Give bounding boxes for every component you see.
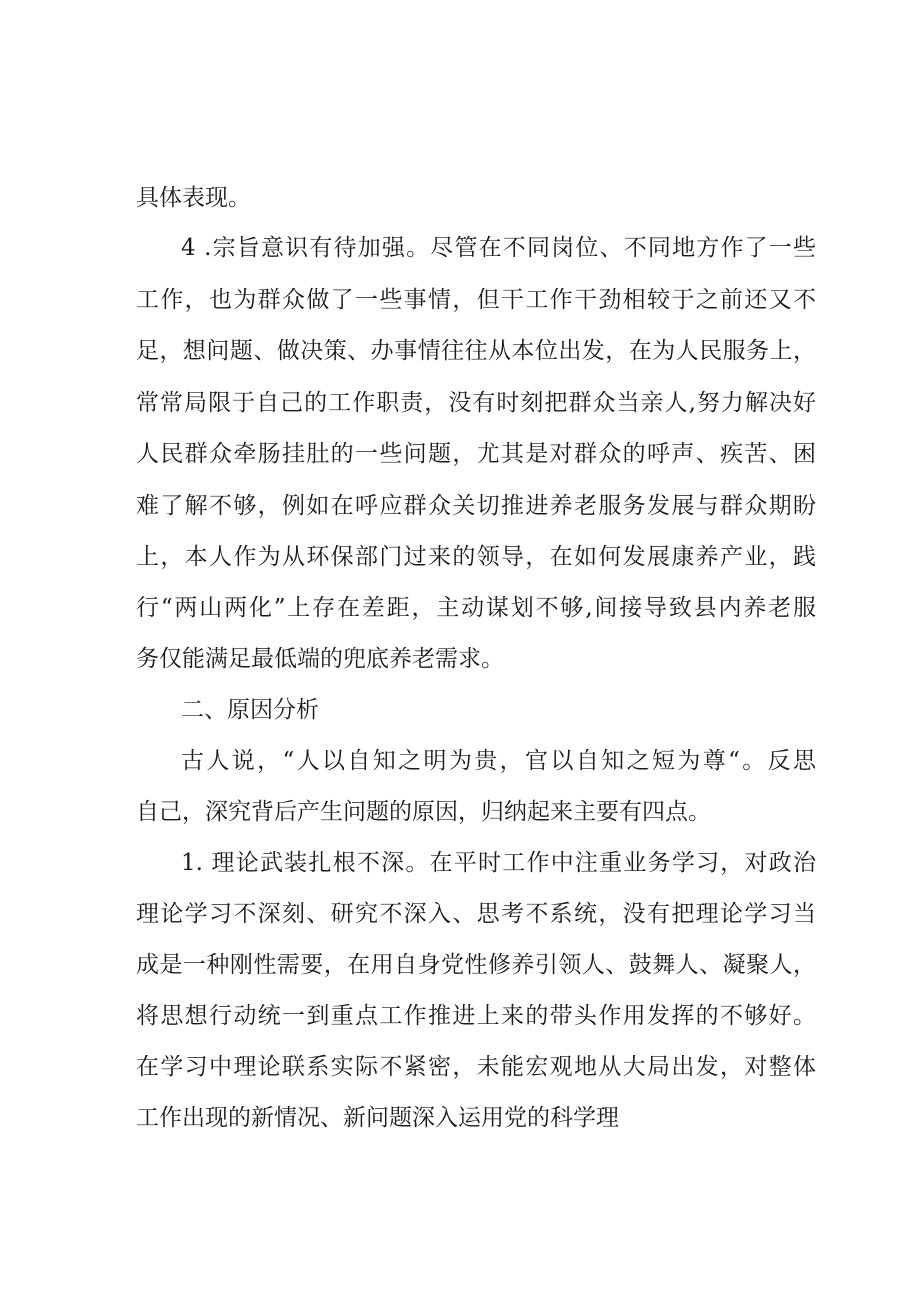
paragraph-line: 工作出现的新情况、新问题深入运用党的科学理 bbox=[136, 1105, 619, 1131]
paragraph-line: 务仅能满足最低端的兜底养老需求。 bbox=[136, 646, 504, 672]
paragraph-line: 成是一种刚性需要，在用自身党性修养引领人、鼓舞人、凝聚人， bbox=[136, 952, 816, 978]
paragraph-line: 在学习中理论联系实际不紧密，未能宏观地从大局出发，对整体 bbox=[136, 1054, 816, 1080]
paragraph-line: 理论学习不深刻、研究不深入、思考不系统，没有把理论学习当 bbox=[136, 901, 816, 927]
paragraph-line: 难了解不够，例如在呼应群众关切推进养老服务发展与群众期盼 bbox=[136, 493, 816, 519]
paragraph-line: 自己，深究背后产生问题的原因，归纳起来主要有四点。 bbox=[136, 799, 711, 825]
paragraph-line: 足，想问题、做决策、办事情往往从本位出发，在为人民服务上， bbox=[136, 338, 816, 364]
paragraph-line: 行“两山两化”上存在差距，主动谋划不够,间接导致县内养老服 bbox=[136, 595, 816, 621]
paragraph-line: 上，本人作为从环保部门过来的领导，在如何发展康养产业，践 bbox=[136, 544, 816, 570]
paragraph-line: 常常局限于自己的工作职责，没有时刻把群众当亲人,努力解决好 bbox=[136, 390, 816, 416]
paragraph-line: 4 .宗旨意识有待加强。尽管在不同岗位、不同地方作了一些 bbox=[181, 235, 816, 261]
section-heading: 二、原因分析 bbox=[181, 697, 319, 723]
text-line: 具体表现。 bbox=[136, 185, 251, 211]
paragraph-line: 人民群众牵肠挂肚的一些问题，尤其是对群众的呼声、疾苦、困 bbox=[136, 441, 816, 467]
paragraph-line: 古人说，“人以自知之明为贵，官以自知之短为尊“。反思 bbox=[181, 748, 816, 774]
paragraph-line: 工作，也为群众做了一些事情，但干工作干劲相较于之前还又不 bbox=[136, 287, 816, 313]
paragraph-line: 1. 理论武装扎根不深。在平时工作中注重业务学习，对政治 bbox=[181, 850, 816, 876]
paragraph-line: 将思想行动统一到重点工作推进上来的带头作用发挥的不够好。 bbox=[136, 1003, 816, 1029]
